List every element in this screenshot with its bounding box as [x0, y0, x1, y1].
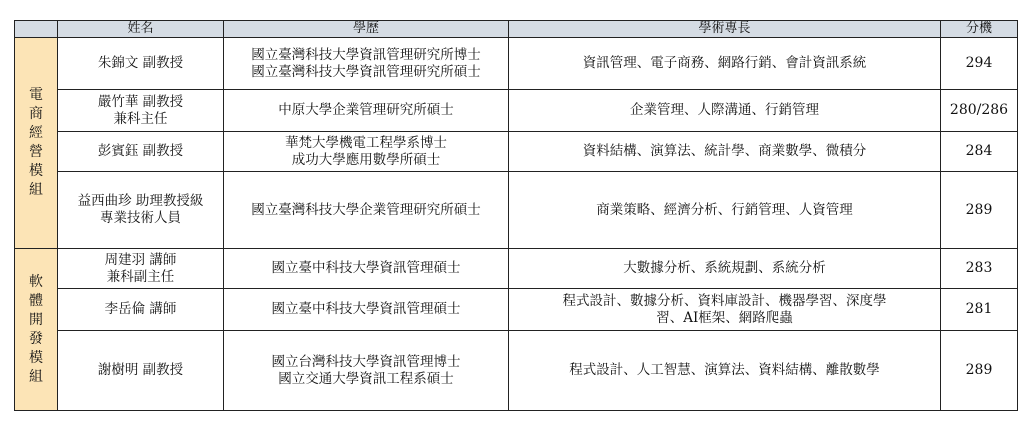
education-line: 國立臺灣科技大學資訊管理研究所博士 — [251, 46, 481, 63]
name-cell — [58, 331, 224, 411]
expertise-line: 程式設計、數據分析、資料庫設計、機器學習、深度學 — [562, 292, 887, 309]
name-line: 兼科副主任 — [106, 268, 175, 285]
header-education: 學歷 — [224, 21, 509, 38]
name-line: 嚴竹華 副教授 — [97, 93, 184, 110]
expertise-cell — [509, 289, 941, 331]
extension-cell: 283 — [941, 249, 1018, 289]
name-cell — [58, 172, 224, 249]
table-row — [15, 331, 1018, 411]
group-label: 電商經營模組 — [29, 87, 43, 198]
table-row — [15, 172, 1018, 249]
education-line: 成功大學應用數學所碩士 — [291, 151, 441, 168]
table-row — [15, 249, 1018, 289]
name-line: 益西曲珍 助理教授級 — [77, 193, 204, 209]
expertise-cell — [509, 331, 941, 411]
expertise-line: 程式設計、人工智慧、演算法、資料結構、離散數學 — [569, 362, 880, 378]
header-name: 姓名 — [58, 21, 224, 38]
faculty-table-body — [15, 38, 1018, 411]
table-row — [15, 132, 1018, 172]
education-line: 國立臺灣科技大學企業管理研究所碩士 — [251, 201, 481, 218]
education-line: 國立交通大學資訊工程系碩士 — [278, 370, 454, 387]
education-line: 國立臺灣科技大學資訊管理研究所碩士 — [251, 63, 481, 80]
name-line: 專業技術人員 — [100, 210, 181, 226]
extension-cell: 289 — [941, 331, 1018, 411]
name-line: 兼科主任 — [113, 110, 168, 127]
name-cell — [58, 249, 224, 289]
expertise-line: 企業管理、人際溝通、行銷管理 — [630, 102, 819, 118]
header-expertise: 學術專長 — [509, 21, 941, 38]
name-line: 李岳倫 講師 — [104, 301, 177, 317]
faculty-table-wrapper — [14, 20, 1018, 411]
expertise-cell — [509, 38, 941, 90]
education-line: 國立臺中科技大學資訊管理碩士 — [271, 301, 461, 317]
expertise-line: 資料結構、演算法、統計學、商業數學、微積分 — [582, 143, 867, 159]
expertise-cell — [509, 172, 941, 249]
table-row — [15, 90, 1018, 132]
extension-cell: 289 — [941, 172, 1018, 249]
extension-cell: 281 — [941, 289, 1018, 331]
group-label-cell — [15, 249, 58, 411]
expertise-cell — [509, 249, 941, 289]
extension-cell: 284 — [941, 132, 1018, 172]
expertise-line: 大數據分析、系統規劃、系統分析 — [623, 260, 826, 276]
table-row — [15, 289, 1018, 331]
education-line: 國立臺中科技大學資訊管理碩士 — [271, 260, 461, 276]
education-cell — [224, 289, 509, 331]
name-cell — [58, 38, 224, 90]
expertise-line: 習、AI框架、網路爬蟲 — [656, 309, 793, 326]
name-cell — [58, 132, 224, 172]
table-row — [15, 38, 1018, 90]
name-cell — [58, 90, 224, 132]
group-label: 軟體開發模組 — [29, 273, 43, 385]
education-line: 國立台灣科技大學資訊管理博士 — [271, 353, 461, 370]
name-line: 周建羽 講師 — [104, 251, 177, 268]
education-line: 華梵大學機電工程學系博士 — [285, 134, 447, 151]
header-extension: 分機 — [941, 21, 1018, 38]
expertise-line: 商業策略、經濟分析、行銷管理、人資管理 — [596, 201, 853, 218]
expertise-cell — [509, 90, 941, 132]
education-cell — [224, 90, 509, 132]
group-label-cell — [15, 38, 58, 249]
name-line: 謝樹明 副教授 — [97, 362, 184, 378]
expertise-cell — [509, 132, 941, 172]
extension-cell: 280/286 — [941, 90, 1018, 132]
name-line: 朱錦文 副教授 — [97, 55, 184, 71]
education-cell — [224, 38, 509, 90]
header-row — [15, 21, 1018, 38]
extension-cell: 294 — [941, 38, 1018, 90]
name-cell — [58, 289, 224, 331]
name-line: 彭賓鈺 副教授 — [97, 143, 184, 159]
header-group-cell — [15, 21, 58, 38]
education-cell — [224, 249, 509, 289]
education-line: 中原大學企業管理研究所碩士 — [278, 102, 454, 118]
education-cell — [224, 331, 509, 411]
education-cell — [224, 132, 509, 172]
expertise-line: 資訊管理、電子商務、網路行銷、會計資訊系統 — [582, 55, 867, 71]
faculty-table — [14, 20, 1018, 411]
education-cell — [224, 172, 509, 249]
